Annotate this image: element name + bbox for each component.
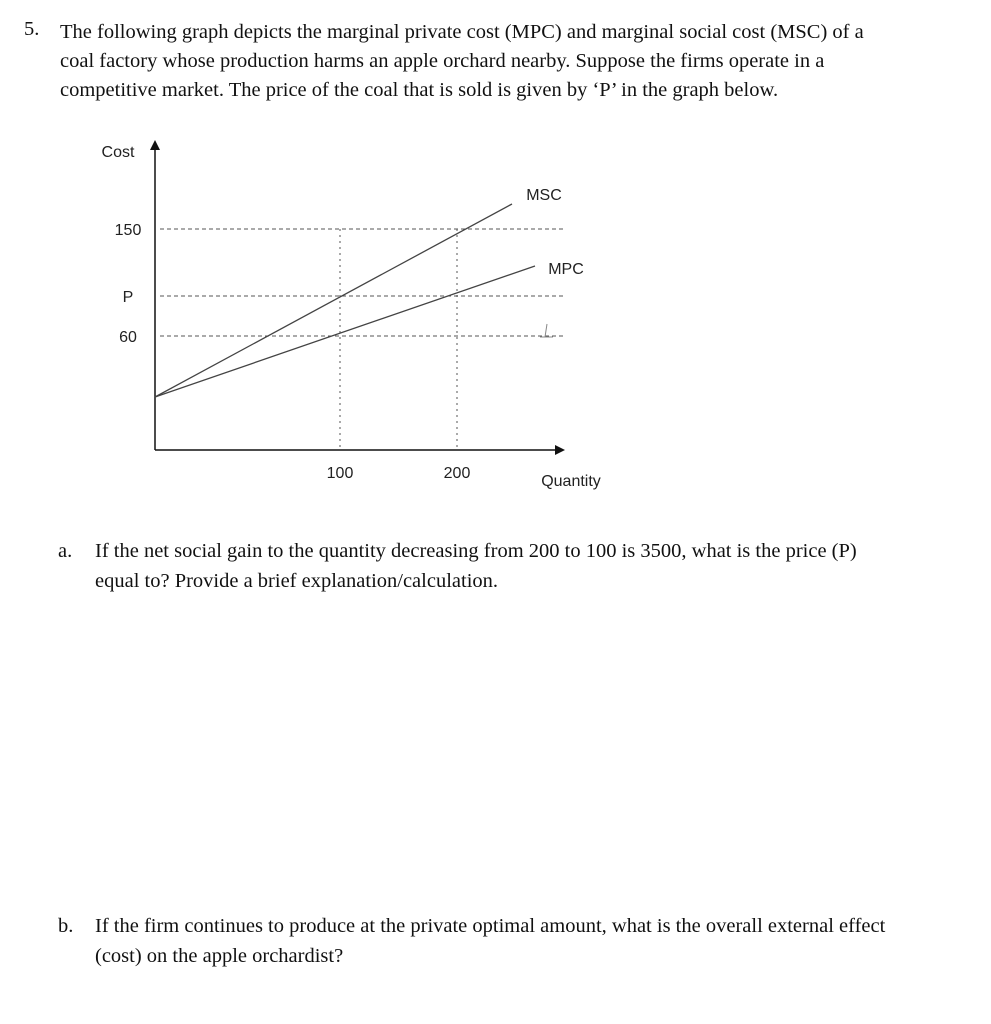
y-tick-label: 150	[114, 222, 142, 239]
part-a-line: If the net social gain to the quantity decreasing from 200 to 100 is 3500, what is the price (P)	[95, 540, 857, 562]
y-tick-label: 60	[119, 329, 137, 346]
part-a-label: a.	[58, 540, 73, 562]
part-a-text	[95, 536, 857, 596]
part-b-label: b.	[58, 915, 74, 937]
chart-plot-area	[102, 144, 601, 490]
question-line: The following graph depicts the marginal private cost (MPC) and marginal social cost (MSC) of a	[60, 21, 864, 43]
question-number: 5.	[24, 18, 40, 40]
x-tick-label: 100	[326, 465, 354, 482]
question-line: competitive market. The price of the coal that is sold is given by ‘P’ in the graph below.	[60, 79, 779, 101]
msc-label: MSC	[526, 187, 562, 204]
y-tick-label: P	[122, 289, 134, 306]
y-axis-label: Cost	[101, 144, 135, 161]
part-b-line: (cost) on the apple orchardist?	[95, 945, 344, 967]
pen-mark	[540, 324, 553, 337]
part-b-text	[95, 911, 885, 971]
question-line: coal factory whose production harms an apple orchard nearby. Suppose the firms operate in a	[60, 50, 825, 72]
msc-curve	[155, 204, 512, 397]
part-b-line: If the firm continues to produce at the private optimal amount, what is the overall external effect	[95, 915, 886, 937]
mpc-label: MPC	[548, 261, 584, 278]
mpc-curve	[155, 266, 535, 397]
x-axis-label: Quantity	[541, 473, 601, 490]
x-tick-label: 200	[443, 465, 471, 482]
part-a-line: equal to? Provide a brief explanation/calculation.	[95, 570, 499, 592]
